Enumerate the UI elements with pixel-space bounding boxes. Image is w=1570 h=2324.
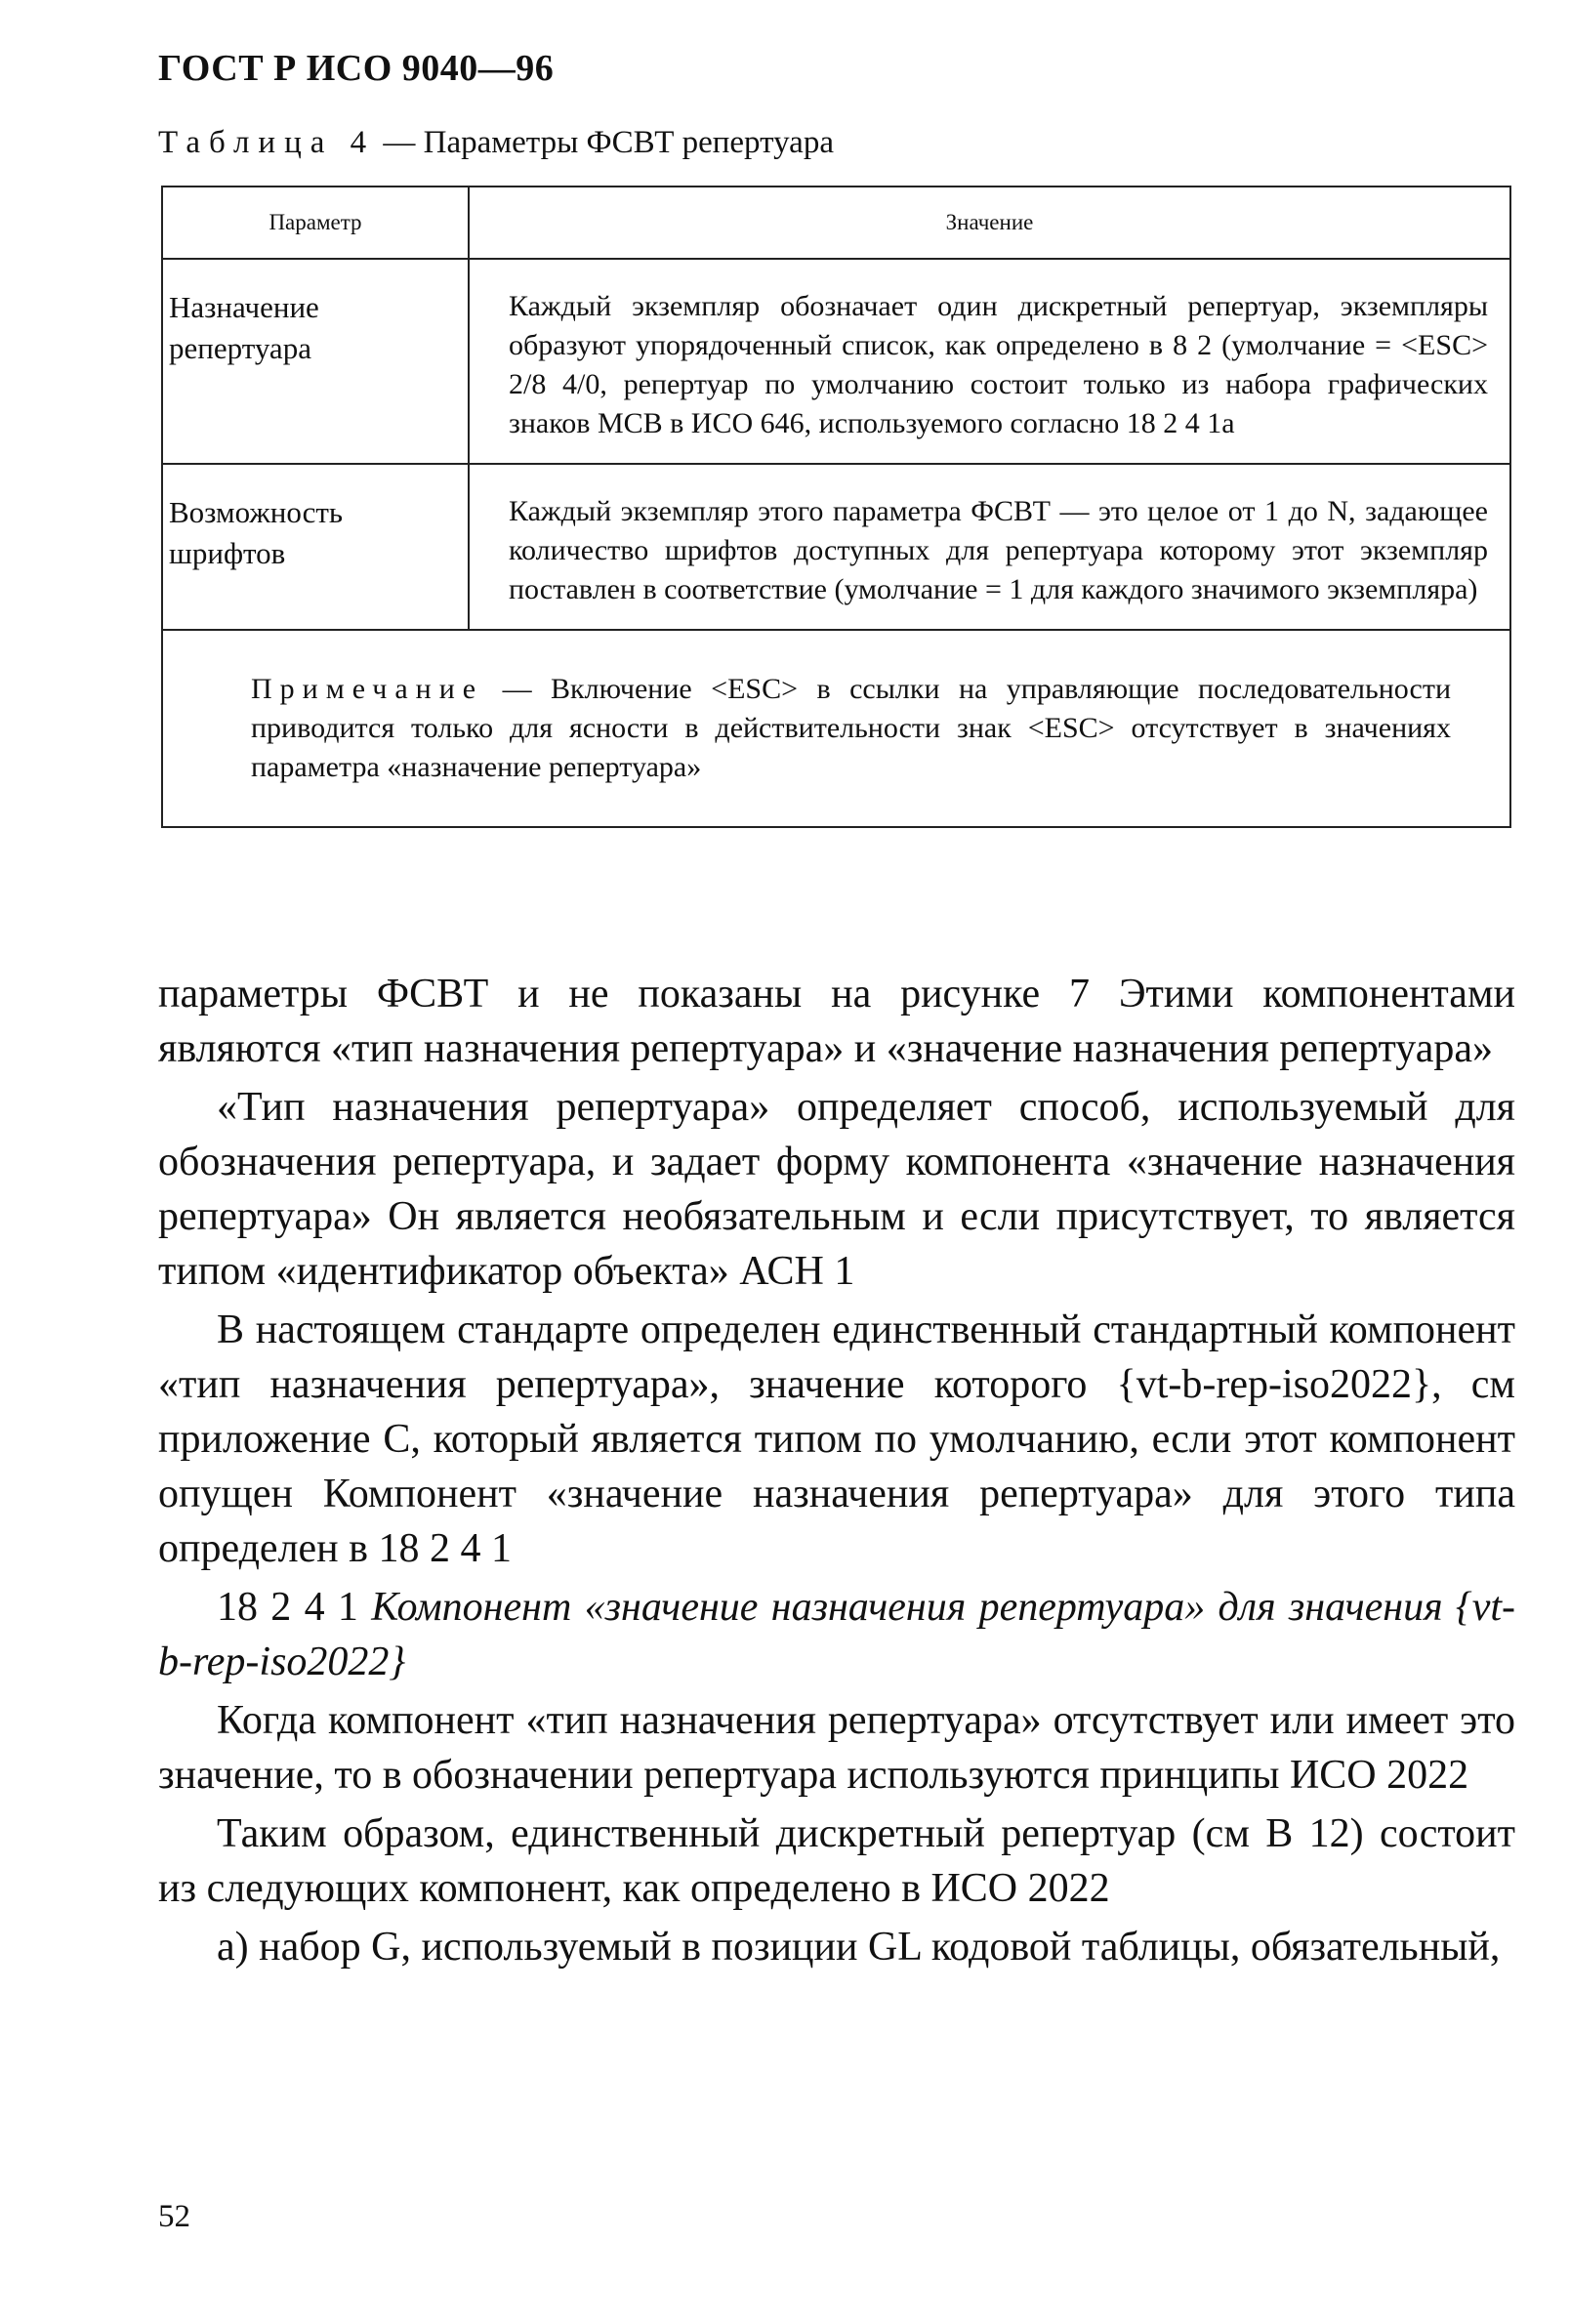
note-label: Примечание (251, 673, 484, 705)
note-text: — Включение <ESC> в ссылки на управляющие последовательности приводится только для ясности в действительности знак <ESC> отсутствует в значениях параметра «назначение репертуара» (251, 673, 1451, 783)
param-name-cell: Возможность шрифтов (162, 464, 469, 630)
paragraph: «Тип назначения репертуара» определяет способ, используемый для обозначения репертуара, и задает форму компонента «значение назначения репертуара» Он является необязательным и если присутствует, то является типом «идентификатор объекта» АСН 1 (158, 1085, 1515, 1294)
table-caption (158, 125, 834, 161)
page-header: ГОСТ Р ИСО 9040—96 (158, 48, 555, 89)
page-number: 52 (158, 2199, 190, 2234)
table-caption-title: — Параметры ФСВТ репертуара (375, 125, 834, 160)
table-caption-label: Таблица 4 (158, 125, 376, 160)
paragraph: Таким образом, единственный дискретный репертуар (см В 12) состоит из следующих компонент, как определено в ИСО 2022 (158, 1811, 1515, 1911)
param-name-cell: Назначение репертуара (162, 259, 469, 464)
parameters-table (161, 186, 1511, 828)
list-item: а) набор G, используемый в позиции GL кодовой таблицы, обязательный, (217, 1925, 1501, 1970)
table-row (162, 259, 1510, 464)
paragraph: В настоящем стандарте определен единственный стандартный компонент «тип назначения репертуара», значение которого {vt-b-rep-iso2022}, см приложение С, который является типом по умолчанию, если этот компонент опущен Компонент «значение назначения репертуара» для этого типа определен в 18 2 4 1 (158, 1307, 1515, 1571)
body-text (158, 967, 1515, 1978)
paragraph: параметры ФСВТ и не показаны на рисунке 7 Этими компонентами являются «тип назначения репертуара» и «значение назначения репертуара» (158, 972, 1515, 1071)
param-value-cell: Каждый экземпляр этого параметра ФСВТ — это целое от 1 до N, задающее количество шрифтов доступных для репертуара которому этот экземпляр поставлен в соответствие (умолчание = 1 для каждого значимого экземпляра) (469, 464, 1510, 630)
column-header-value: Значение (469, 187, 1510, 259)
table-note-row (162, 630, 1510, 827)
subsection-number: 18 2 4 1 (217, 1585, 372, 1630)
table-note (162, 630, 1510, 827)
table-row (162, 464, 1510, 630)
subsection-title: Компонент «значение назначения репертуара» для значения {vt-b-rep-iso2022} (158, 1585, 1516, 1684)
param-value-cell: Каждый экземпляр обозначает один дискретный репертуар, экземпляры образуют упорядоченный список, как определено в 8 2 (умолчание = <ESC> 2/8 4/0, репертуар по умолчанию состоит только из набора графических знаков МСВ в ИСО 646, используемого согласно 18 2 4 1a (469, 259, 1510, 464)
column-header-parameter: Параметр (162, 187, 469, 259)
paragraph: Когда компонент «тип назначения репертуара» отсутствует или имеет это значение, то в обозначении репертуара используются принципы ИСО 2022 (158, 1698, 1515, 1798)
table-header-row (162, 187, 1510, 259)
subsection-heading (158, 1580, 1515, 1689)
